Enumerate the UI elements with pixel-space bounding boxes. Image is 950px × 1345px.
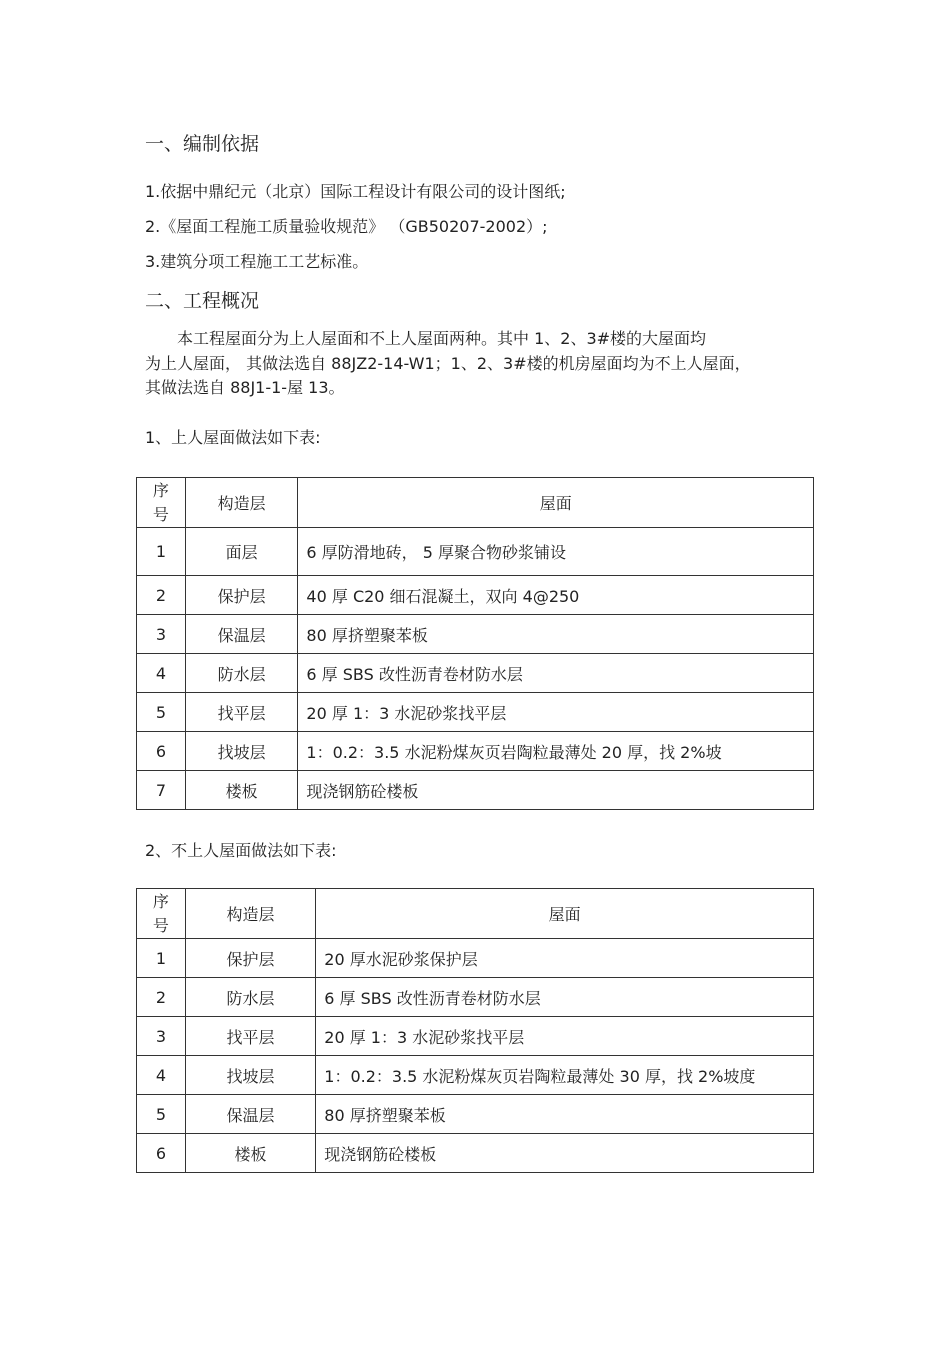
cell-layer: 保温层 bbox=[185, 1095, 315, 1134]
cell-layer: 保温层 bbox=[185, 615, 298, 654]
header-seq: 序 号 bbox=[137, 889, 186, 939]
cell-seq: 5 bbox=[137, 1095, 186, 1134]
cell-layer: 防水层 bbox=[185, 978, 315, 1017]
cell-seq: 1 bbox=[137, 528, 186, 576]
table-row bbox=[137, 732, 814, 771]
cell-seq: 3 bbox=[137, 1017, 186, 1056]
table-row bbox=[137, 654, 814, 693]
cell-seq: 5 bbox=[137, 693, 186, 732]
header-roof: 屋面 bbox=[316, 889, 814, 939]
cell-layer: 防水层 bbox=[185, 654, 298, 693]
cell-seq: 6 bbox=[137, 732, 186, 771]
section2-title: 二、工程概况 bbox=[145, 290, 260, 312]
cell-seq: 2 bbox=[137, 978, 186, 1017]
cell-roof: 1：0.2：3.5 水泥粉煤灰页岩陶粒最薄处 30 厚，找 2%坡度 bbox=[316, 1056, 814, 1095]
cell-roof: 现浇钢筋砼楼板 bbox=[316, 1134, 814, 1173]
cell-roof: 现浇钢筋砼楼板 bbox=[298, 771, 814, 810]
cell-seq: 1 bbox=[137, 939, 186, 978]
table-header-row bbox=[137, 478, 814, 528]
cell-roof: 80 厚挤塑聚苯板 bbox=[316, 1095, 814, 1134]
cell-layer: 找坡层 bbox=[185, 732, 298, 771]
cell-layer: 保护层 bbox=[185, 576, 298, 615]
table-row bbox=[137, 1056, 814, 1095]
table-non-accessible-roof bbox=[136, 888, 814, 1173]
cell-layer: 楼板 bbox=[185, 771, 298, 810]
table-row bbox=[137, 939, 814, 978]
table-row bbox=[137, 978, 814, 1017]
table-row bbox=[137, 528, 814, 576]
table-row bbox=[137, 693, 814, 732]
cell-roof: 20 厚 1：3 水泥砂浆找平层 bbox=[316, 1017, 814, 1056]
table-accessible-roof bbox=[136, 477, 814, 810]
cell-roof: 6 厚 SBS 改性沥青卷材防水层 bbox=[316, 978, 814, 1017]
cell-layer: 保护层 bbox=[185, 939, 315, 978]
header-layer: 构造层 bbox=[185, 478, 298, 528]
table-row bbox=[137, 771, 814, 810]
header-roof: 屋面 bbox=[298, 478, 814, 528]
table-row bbox=[137, 1095, 814, 1134]
overview-line-3: 其做法选自 88J1-1-屋 13。 bbox=[145, 378, 345, 397]
cell-layer: 找平层 bbox=[185, 693, 298, 732]
cell-seq: 4 bbox=[137, 654, 186, 693]
cell-roof: 1：0.2：3.5 水泥粉煤灰页岩陶粒最薄处 20 厚，找 2%坡 bbox=[298, 732, 814, 771]
table1-caption: 1、上人屋面做法如下表: bbox=[145, 428, 321, 447]
cell-seq: 4 bbox=[137, 1056, 186, 1095]
table-row bbox=[137, 615, 814, 654]
cell-layer: 找坡层 bbox=[185, 1056, 315, 1095]
cell-seq: 7 bbox=[137, 771, 186, 810]
cell-roof: 6 厚 SBS 改性沥青卷材防水层 bbox=[298, 654, 814, 693]
basis-item-2: 2.《屋面工程施工质量验收规范》 （GB50207-2002）; bbox=[145, 217, 548, 236]
header-layer: 构造层 bbox=[185, 889, 315, 939]
overview-line-2: 为上人屋面， 其做法选自 88JZ2-14-W1；1、2、3#楼的机房屋面均为不上人屋面， bbox=[145, 354, 751, 373]
table-row bbox=[137, 1017, 814, 1056]
cell-roof: 40 厚 C20 细石混凝土，双向 4@250 bbox=[298, 576, 814, 615]
cell-roof: 6 厚防滑地砖， 5 厚聚合物砂浆铺设 bbox=[298, 528, 814, 576]
cell-roof: 80 厚挤塑聚苯板 bbox=[298, 615, 814, 654]
cell-roof: 20 厚 1：3 水泥砂浆找平层 bbox=[298, 693, 814, 732]
header-seq: 序 号 bbox=[137, 478, 186, 528]
table-header-row bbox=[137, 889, 814, 939]
table2-caption: 2、不上人屋面做法如下表: bbox=[145, 841, 337, 860]
cell-seq: 2 bbox=[137, 576, 186, 615]
overview-line-1: 本工程屋面分为上人屋面和不上人屋面两种。其中 1、2、3#楼的大屋面均 bbox=[177, 329, 707, 348]
cell-seq: 6 bbox=[137, 1134, 186, 1173]
table-row bbox=[137, 1134, 814, 1173]
cell-layer: 楼板 bbox=[185, 1134, 315, 1173]
cell-layer: 找平层 bbox=[185, 1017, 315, 1056]
cell-seq: 3 bbox=[137, 615, 186, 654]
basis-item-1: 1.依据中鼎纪元（北京）国际工程设计有限公司的设计图纸; bbox=[145, 182, 566, 201]
table-row bbox=[137, 576, 814, 615]
section1-title: 一、编制依据 bbox=[145, 133, 260, 155]
cell-roof: 20 厚水泥砂浆保护层 bbox=[316, 939, 814, 978]
cell-layer: 面层 bbox=[185, 528, 298, 576]
basis-item-3: 3.建筑分项工程施工工艺标准。 bbox=[145, 252, 369, 271]
